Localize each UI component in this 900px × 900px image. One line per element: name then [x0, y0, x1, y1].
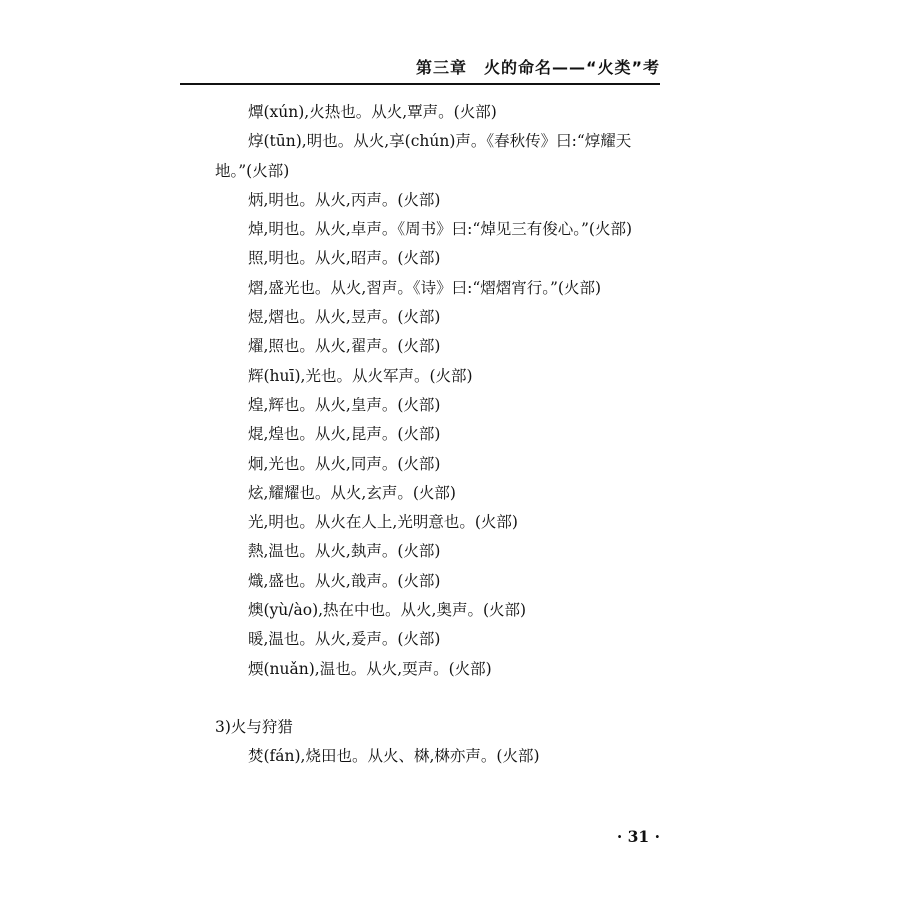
dictionary-entry: 炳,明也。从火,丙声。(火部)	[248, 190, 441, 209]
dictionary-entry: 煜,熠也。从火,昱声。(火部)	[248, 308, 441, 327]
dictionary-entry: 光,明也。从火在人上,光明意也。(火部)	[248, 513, 518, 532]
dictionary-entry: 煌,辉也。从火,皇声。(火部)	[248, 395, 441, 414]
dictionary-entry: 焯,明也。从火,卓声。《周书》曰:“焯见三有俊心。”(火部)	[248, 220, 633, 239]
page-body	[215, 98, 660, 772]
running-header: 第三章 火的命名——“火类”考	[415, 58, 660, 77]
page-number: · 31 ·	[616, 827, 660, 846]
dictionary-entry: 燠(yù/ào),热在中也。从火,奥声。(火部)	[248, 601, 527, 620]
dictionary-entry: 照,明也。从火,昭声。(火部)	[248, 249, 441, 268]
dictionary-entry: 熾,盛也。从火,戠声。(火部)	[248, 571, 441, 590]
dictionary-entry: 燿,照也。从火,翟声。(火部)	[248, 337, 441, 356]
dictionary-entry: 焞(tūn),明也。从火,享(chún)声。《春秋传》曰:“焞耀天地。”(火部)	[215, 132, 632, 180]
dictionary-entry: 炯,光也。从火,同声。(火部)	[248, 454, 441, 473]
dictionary-entry: 辉(huī),光也。从火军声。(火部)	[248, 366, 473, 385]
dictionary-entry: 暖,温也。从火,爰声。(火部)	[248, 630, 441, 649]
dictionary-entry: 焜,煌也。从火,昆声。(火部)	[248, 425, 441, 444]
dictionary-entry: 熱,温也。从火,埶声。(火部)	[248, 542, 441, 561]
dictionary-entry: 焚(fán),烧田也。从火、棥,棥亦声。(火部)	[248, 747, 540, 766]
header-rule	[180, 83, 660, 85]
dictionary-entry: 熠,盛光也。从火,習声。《诗》曰:“熠熠宵行。”(火部)	[248, 278, 602, 297]
dictionary-entry: 煗(nuǎn),温也。从火,耎声。(火部)	[248, 659, 492, 678]
dictionary-entry: 燂(xún),火热也。从火,覃声。(火部)	[248, 103, 497, 121]
dictionary-entry: 炫,耀耀也。从火,玄声。(火部)	[248, 483, 456, 502]
section-heading: 3)火与狩猎	[215, 717, 293, 736]
